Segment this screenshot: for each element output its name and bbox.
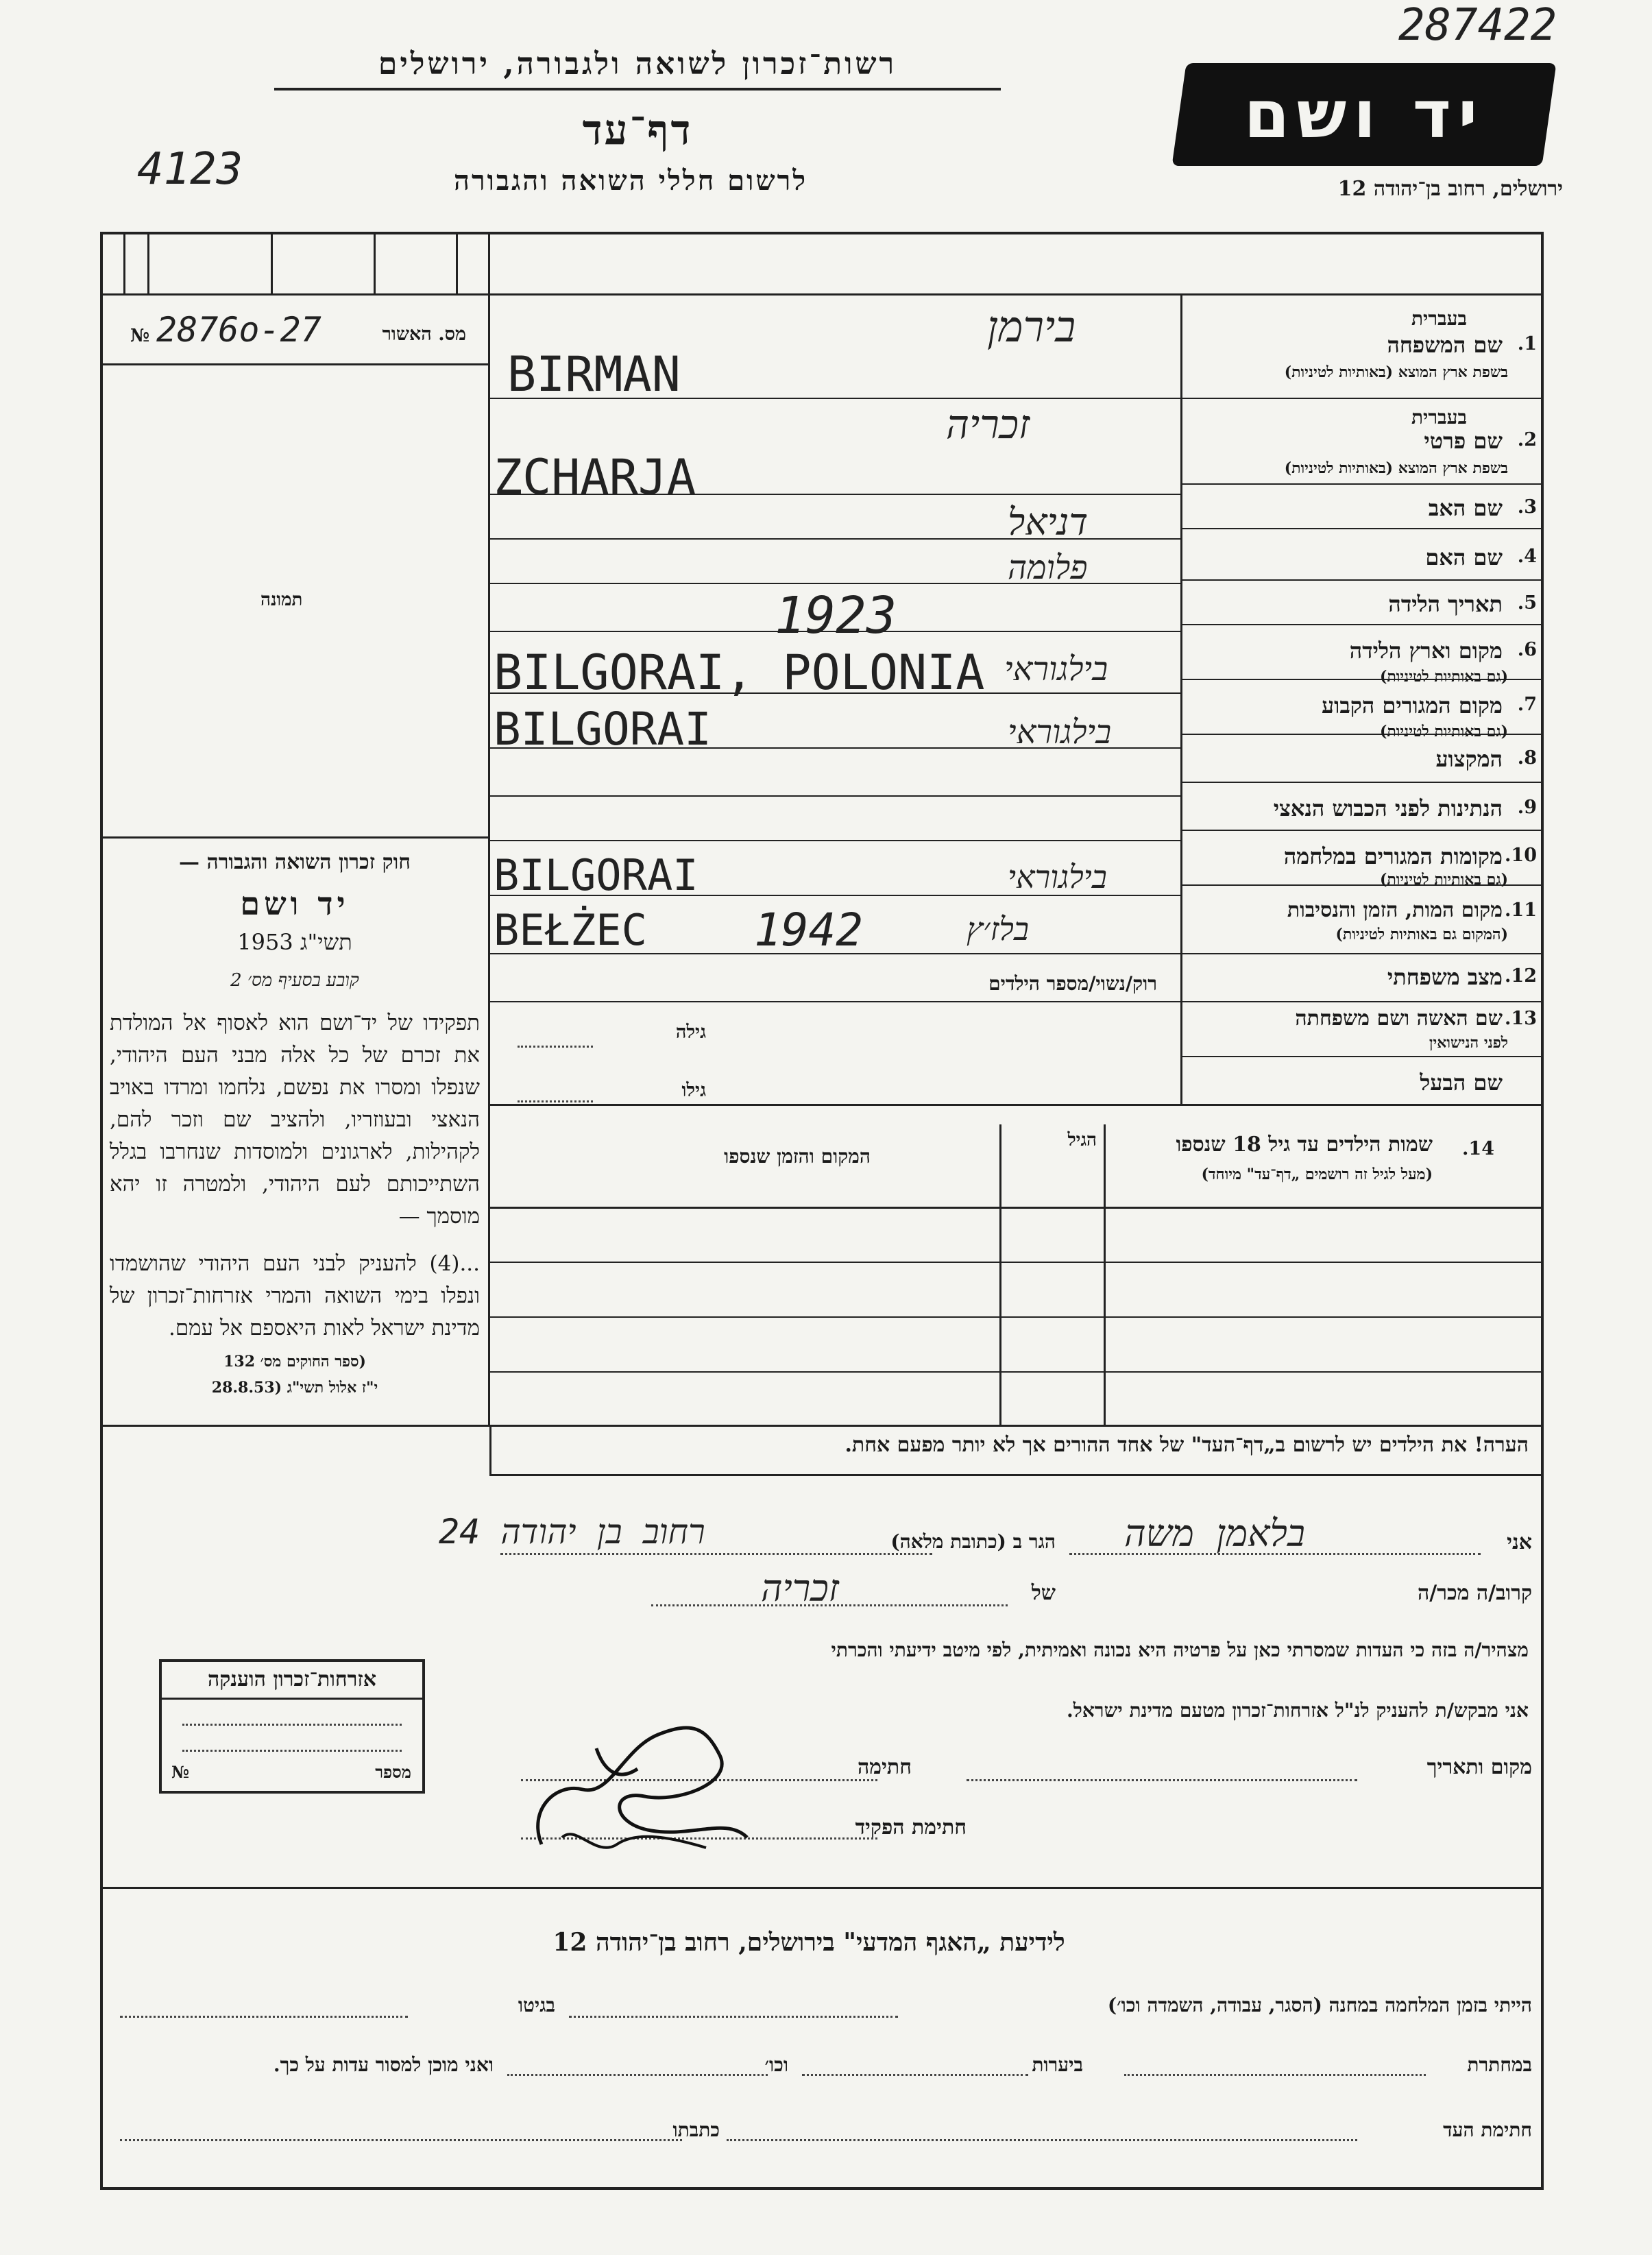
children-label: שמות הילדים עד גיל 18 שנספו	[1176, 1133, 1433, 1157]
address: ירושלים, רחוב בן־יהודה 12	[1337, 177, 1563, 201]
field-11-value-year: 1942	[754, 904, 863, 956]
field-2-number: 2.	[1517, 429, 1537, 450]
field-2-label: שם פרטי	[1424, 428, 1503, 454]
field-8-number: 8.	[1517, 747, 1537, 769]
decl-resides-label: הגר ב (כתובת מלאה)	[890, 1530, 1056, 1553]
approval-value: 2876o-27	[156, 310, 321, 350]
field-6-value-latin: BILGORAI, POLONIA	[494, 644, 985, 701]
law-ref-2: י"ז אלול תשי"ג (28.8.53	[211, 1379, 378, 1397]
citizenship-title: אזרחות־זכרון הוענקה	[207, 1667, 377, 1691]
wife-age-label: גילה	[675, 1022, 706, 1043]
law-year: תשי"ג 1953	[237, 929, 352, 955]
field-11-number: 11.	[1505, 900, 1537, 921]
bottom-heading: לידיעת „האגף המדעי" בירושלים, רחוב בן־יהודה 12	[552, 1928, 1065, 1957]
bottom-line1-end: בגיטו	[518, 1994, 555, 2016]
photo-label: תמונה	[260, 590, 303, 610]
field-4-label: שם האם	[1425, 544, 1503, 570]
field-2-sub: בשפת ארץ המוצא (באותיות לטיניות)	[1284, 459, 1508, 477]
law-ref-1: (ספר החוקים מס׳ 132	[223, 1353, 366, 1371]
field-7-value-hebrew: בילגוראי	[1008, 713, 1112, 751]
field-1-value-hebrew: בירמן	[987, 302, 1076, 352]
decl-relative-label: קרוב/ה מכר/ה	[1418, 1581, 1532, 1605]
field-12-number: 12.	[1505, 965, 1537, 987]
field-12-label: מצב משפחתי	[1387, 964, 1503, 990]
field-7-sub: (גם באותיות לטיניות)	[1379, 723, 1508, 740]
yad-vashem-logo	[1171, 63, 1556, 166]
decl-of-label: של	[1031, 1581, 1056, 1605]
field-2-value-hebrew: זכריה	[946, 401, 1030, 448]
field-7-number: 7.	[1517, 694, 1537, 715]
field-5-label: תאריך הלידה	[1388, 591, 1503, 617]
bottom-line2-end: ואני מוכן למסור עדות על כך.	[273, 2053, 494, 2076]
decl-i-label: אני	[1507, 1530, 1532, 1554]
bottom-line2-start: במחתרת	[1467, 2053, 1532, 2076]
citizenship-no-mark: №	[171, 1762, 190, 1782]
form-title: דף־עד	[582, 106, 693, 154]
law-paragraph-1: תפקידו של יד־ושם הוא לאסוף אל המולדת את זכרם של כל אלה מבני העם היהודי, שנפלו ומסרו את נפשם, נלחמו ומרדו באויב הנאצי ובעוזריו, ולהציב שם וזכר להם, לקהילות, לארגונים ולמוסדות שנחרבו בגלל השתייכותם לעם היהודי, ולמטרה זו יהא מוסמך —	[110, 1011, 480, 1229]
bottom-line3-end: כתבתו	[672, 2119, 720, 2141]
field-9-label: הנתינות לפני הכבוש הנאצי	[1273, 795, 1503, 821]
children-age-header: הגיל	[1067, 1130, 1097, 1150]
field-2-value-latin: ZCHARJA	[494, 449, 696, 505]
field-11-value-hebrew: בלז׳ץ	[967, 911, 1030, 948]
logo-text: יד ושם	[1243, 76, 1485, 153]
field-10-label: מקומות המגורים במלחמה	[1283, 843, 1503, 869]
witness-signature	[500, 1707, 788, 1865]
law-paragraph-2: ...(4) להעניק לבני העם היהודי שהושמדו ונפלו בימי השואה והמרי אזרחות־זכרון של מדינת ישראל לאות היאספם אל עמם.	[110, 1251, 480, 1340]
decl-statement-2: אני מבקש/ת להעניק לנ"ל אזרחות־זכרון מטעם מדינת ישראל.	[1066, 1699, 1529, 1722]
field-6-label: מקום וארץ הלידה	[1349, 638, 1503, 664]
field-11-value-latin: BEŁŻEC	[494, 905, 647, 955]
children-place-header: המקום והזמן שנספו	[724, 1145, 871, 1168]
field-3-value-hebrew: דניאל	[1008, 501, 1089, 544]
bottom-line1: הייתי בזמן המלחמה במחנה (הסגר, עבודה, השמדה וכו׳)	[1107, 1994, 1532, 2016]
decl-witness-name: בלאמן משה	[1124, 1512, 1305, 1555]
field-2-hebrew-tag: בעברית	[1411, 406, 1467, 429]
field-14-number: 14.	[1462, 1138, 1494, 1159]
bottom-line3-start: חתימת העד	[1443, 2119, 1532, 2141]
archive-number: 287422	[1398, 0, 1557, 51]
field-3-number: 3.	[1517, 496, 1537, 518]
field-6-sub: (גם באותיות לטיניות)	[1379, 668, 1508, 686]
field-8-label: המקצוע	[1435, 746, 1503, 772]
children-note: הערה! את הילדים יש לרשום ב„דף־העד" של אחד ההורים אך לא יותר מפעם אחת.	[845, 1433, 1529, 1457]
left-column-divider	[488, 232, 490, 1425]
husband-age-label: גילו	[681, 1080, 706, 1101]
label-column-divider	[1180, 295, 1182, 1104]
field-1-sub: בשפת ארץ המוצא (באותיות לטיניות)	[1284, 363, 1508, 381]
citizenship-box	[159, 1659, 425, 1794]
field-3-label: שם האב	[1428, 495, 1503, 521]
field-10-value-latin: BILGORAI	[494, 850, 699, 900]
field-10-sub: (גם באותיות לטיניות)	[1379, 871, 1508, 889]
field-5-value: 1923	[775, 586, 897, 645]
field-11-label: מקום המות, הזמן והנסיבות	[1287, 898, 1503, 922]
approval-no-mark: №	[130, 326, 150, 346]
field-1-label: שם המשפחה	[1387, 332, 1503, 358]
decl-of-value: זכריה	[761, 1567, 839, 1610]
children-sub: (מעל לגיל זה רושמים „דף־עד" מיוחד)	[1201, 1166, 1433, 1183]
field-13-label: שם האשה ושם משפחתה	[1295, 1006, 1503, 1030]
field-7-label: מקום המגורים הקבוע	[1322, 692, 1503, 719]
decl-place-date-label: מקום ותאריך	[1426, 1755, 1532, 1779]
field-13-sub: לפני הנישואין	[1429, 1034, 1508, 1052]
law-box	[110, 850, 480, 1397]
field-6-number: 6.	[1517, 639, 1537, 660]
decl-officer-signature-label: חתימת הפקיד	[855, 1816, 967, 1840]
field-1-hebrew-tag: בעברית	[1411, 307, 1467, 330]
field-10-number: 10.	[1505, 845, 1537, 866]
bottom-line2-mid2: וכו׳	[764, 2053, 788, 2076]
law-clause: קובע בסעיף מס׳ 2	[230, 970, 359, 991]
citizenship-number-label: מספר	[375, 1762, 411, 1782]
field-6-value-hebrew: בילגוראי	[1004, 650, 1108, 688]
field-13-number: 13.	[1505, 1008, 1537, 1029]
field-4-number: 4.	[1517, 546, 1537, 567]
field-9-number: 9.	[1517, 797, 1537, 818]
field-11-sub: (המקום גם באותיות לטיניות)	[1335, 926, 1508, 943]
field-10-value-hebrew: בילגוראי	[1008, 858, 1107, 895]
authority-underline	[274, 88, 1001, 91]
corner-number: 4123	[137, 144, 243, 195]
field-1-number: 1.	[1517, 333, 1537, 354]
field-4-value-hebrew: פלומה	[1008, 548, 1088, 587]
husband-label: שם הבעל	[1420, 1070, 1503, 1096]
field-7-value-latin: BILGORAI	[494, 703, 712, 756]
field-1-value-latin: BIRMAN	[507, 346, 681, 402]
approval-label: מס. האשור	[382, 324, 466, 345]
decl-address-value: רחוב בן יהודה 24	[439, 1512, 705, 1552]
law-name: יד ושם	[240, 885, 350, 922]
decl-statement-1: מצהיר/ה בזה כי העדות שמסרתי כאן על פרטיה היא נכונה ואמיתית, לפי מיטב ידיעתי והכרתי	[831, 1639, 1529, 1661]
authority-title: רשות־זכרון לשואה ולגבורה, ירושלים	[378, 47, 897, 82]
decl-signature-label: חתימה	[858, 1755, 912, 1779]
top-cells-divider	[100, 293, 1544, 296]
law-title: חוק זכרון השואה והגבורה —	[179, 850, 411, 874]
bottom-line2-mid1: ביערות	[1032, 2053, 1083, 2076]
form-subtitle: לרשום חללי השואה והגבורה	[453, 165, 808, 197]
field-5-number: 5.	[1517, 592, 1537, 614]
field-12-extra: רוק/נשוי/מספר הילדים	[988, 972, 1157, 995]
